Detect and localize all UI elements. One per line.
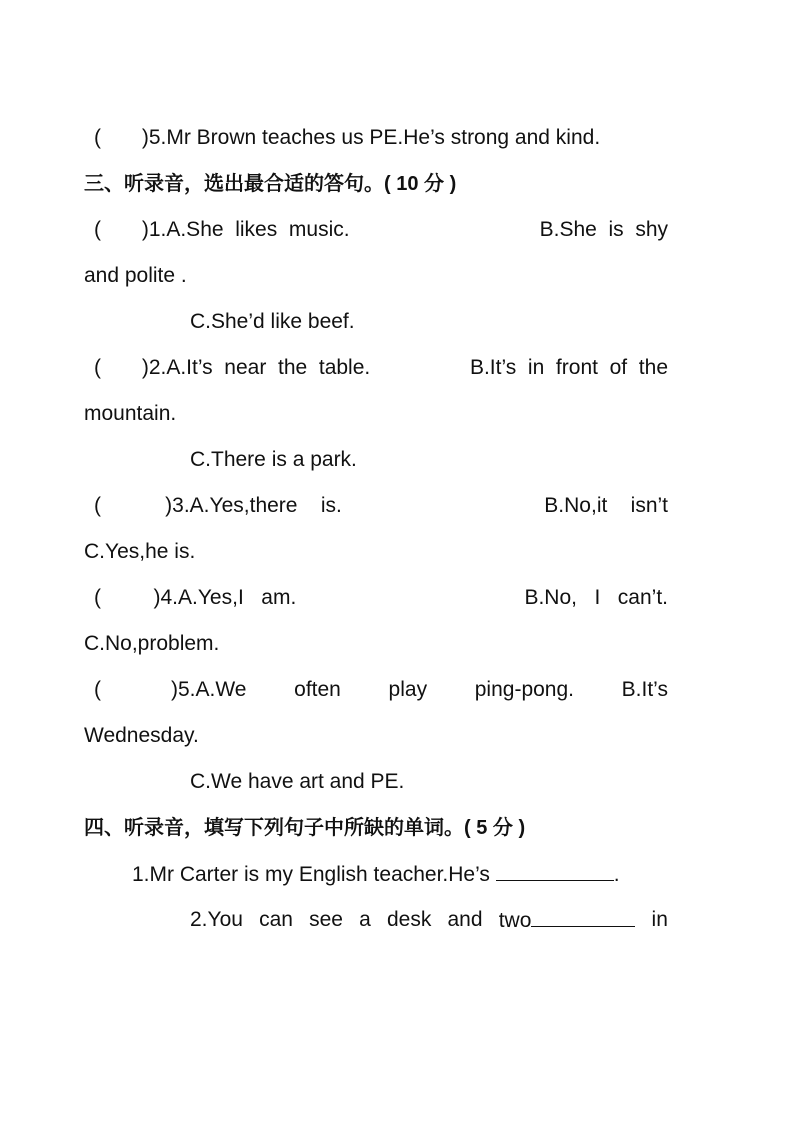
s4-question-1 [132, 861, 620, 888]
s3-q5-continuation: Wednesday. [84, 724, 199, 747]
s3-q3-option-c: C.Yes,he is. [84, 540, 196, 563]
s3-question-1 [84, 217, 668, 243]
s4-q2-word-4: a [359, 908, 371, 931]
s3-q2-continuation: mountain. [84, 402, 177, 425]
section3-heading: 三、听录音，选出最合适的答句。( 10 分 ) [84, 173, 457, 195]
s4-q2-word-2: can [259, 908, 293, 931]
s3-q5-option-b: B.It’s [621, 678, 668, 701]
s4-q2-word-two: two [498, 909, 532, 932]
s3-q1-option-b: B.She is shy [539, 218, 668, 241]
s3-question-5 [84, 677, 668, 703]
s3-q1-option-c: C.She’d like beef. [190, 310, 355, 333]
s3-question-3 [84, 493, 668, 519]
s4-q2-word-6: and [447, 908, 483, 931]
s4-question-2 [190, 907, 668, 934]
s3-q5-word-play: play [388, 678, 428, 701]
s4-q1-answer-blank[interactable] [496, 861, 614, 881]
s3-q2-option-b: B.It’s in front of the [469, 356, 668, 379]
s4-q2-word-5: desk [386, 908, 432, 931]
s3-q1-option-a: ( )1.A.She likes music. [94, 218, 350, 241]
s4-q2-word-1: 2.You [190, 908, 243, 931]
s4-q2-blank-group [499, 907, 636, 934]
s3-q3-option-a: ( )3.A.Yes,there is. [94, 494, 342, 517]
s3-q4-option-a: ( )4.A.Yes,I am. [94, 586, 297, 609]
s3-q4-option-c: C.No,problem. [84, 632, 220, 655]
s3-q1-continuation: and polite . [84, 264, 187, 287]
s4-q1-text: 1.Mr Carter is my English teacher.He’s [132, 863, 496, 886]
s3-q2-option-c: C.There is a park. [190, 448, 357, 471]
s4-q2-word-in: in [651, 908, 668, 931]
s3-q5-option-a: ( )5.A.We [94, 678, 247, 701]
section4-heading: 四、听录音，填写下列句子中所缺的单词。( 5 分 ) [84, 817, 526, 839]
s3-q5-option-c: C.We have art and PE. [190, 770, 405, 793]
s3-q4-option-b: B.No, I can’t. [524, 586, 668, 609]
s3-q5-word-pingpong: ping-pong. [474, 678, 574, 701]
s3-q3-option-b: B.No,it isn’t [544, 494, 668, 517]
s3-q5-word-often: often [294, 678, 341, 701]
section2-question-5: ( )5.Mr Brown teaches us PE.He’s strong and kind. [94, 126, 601, 149]
s3-q2-option-a: ( )2.A.It’s near the table. [94, 356, 371, 379]
s4-q1-period: . [613, 863, 620, 886]
s4-q2-answer-blank[interactable] [531, 907, 635, 927]
s4-q2-word-3: see [309, 908, 343, 931]
s3-question-4 [84, 585, 668, 611]
s3-question-2 [84, 355, 668, 381]
